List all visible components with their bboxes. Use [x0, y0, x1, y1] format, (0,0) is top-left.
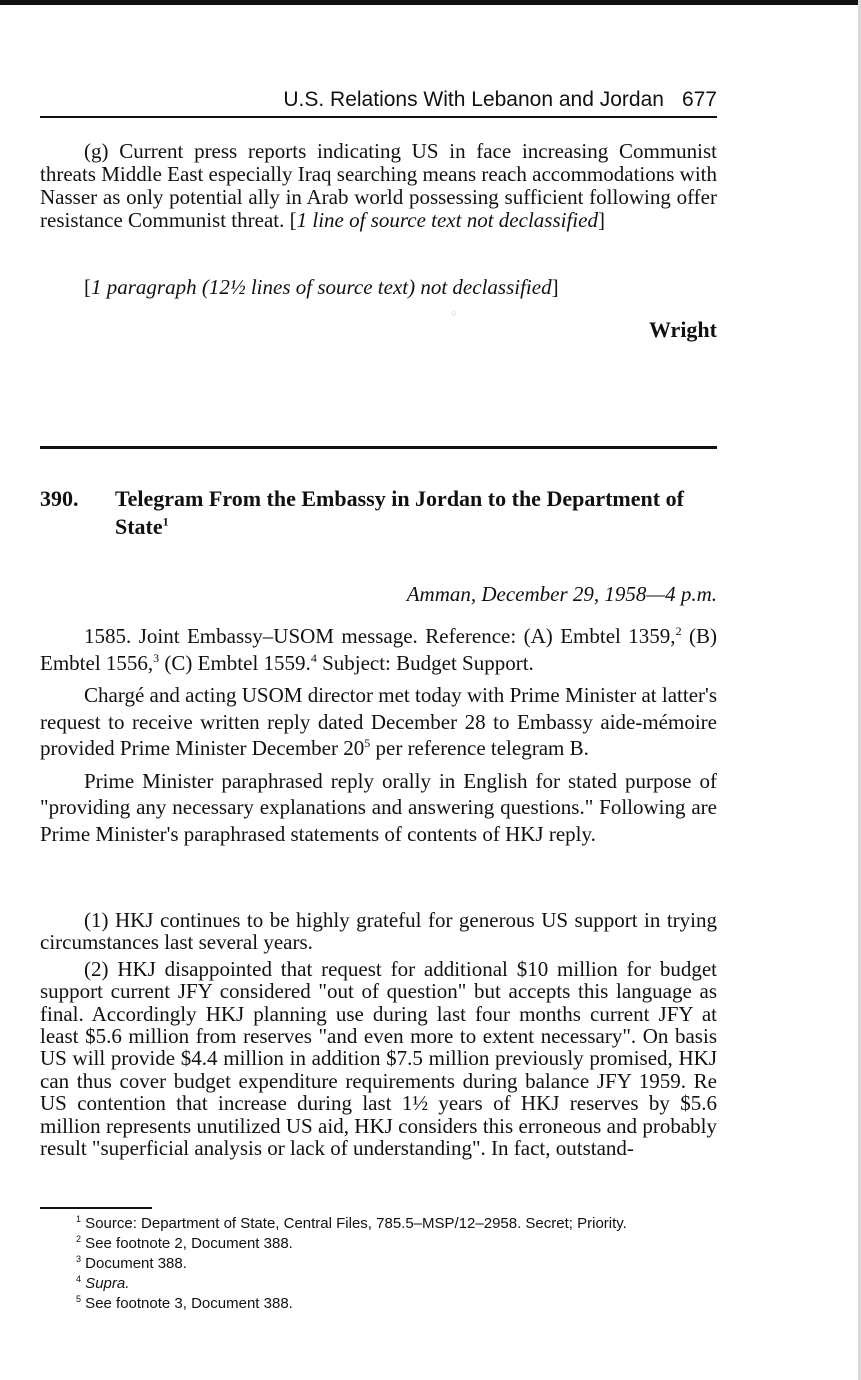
footnote-mark: 2: [76, 1234, 82, 1244]
scan-speck: ○: [451, 308, 457, 318]
page-top-edge: [0, 0, 861, 5]
running-title: U.S. Relations With Lebanon and Jordan: [283, 88, 664, 111]
paragraph-meeting: [40, 682, 717, 762]
numbered-statements: [40, 909, 717, 1159]
document-title: [115, 485, 717, 541]
paragraph-g: [40, 140, 717, 232]
bracket-close: ]: [551, 275, 559, 299]
footnote-3: [76, 1254, 736, 1274]
statement-1: (1) HKJ continues to be highly grateful for generous US support in trying circumstances last several years.: [40, 908, 717, 955]
section-divider: [40, 446, 717, 449]
footnote-ref: 4: [310, 650, 317, 665]
footnote-mark: 3: [76, 1254, 82, 1264]
header-rule: [40, 116, 717, 118]
bracket-open: [: [84, 275, 91, 299]
footnote-mark: 1: [76, 1214, 82, 1224]
footnote-text: Document 388.: [81, 1255, 187, 1272]
running-head: [40, 86, 717, 114]
footnote-5: [76, 1294, 736, 1314]
text-run: 1585. Joint Embassy–USOM message. Reference: (A) Embtel 1359,: [84, 624, 676, 648]
footnote-ref: 2: [675, 624, 682, 638]
omitted-paragraph-block: [40, 276, 717, 299]
footnote-mark: 5: [76, 1294, 82, 1304]
text-run: (B) Embtel 1556,: [40, 624, 717, 675]
footnote-ref: 5: [364, 736, 371, 750]
footnote-text: Supra.: [81, 1275, 130, 1292]
text-run: (C) Embtel 1559.: [159, 650, 311, 675]
statement-2: (2) HKJ disappointed that request for additional $10 million for budget support current JFY considered "out of question" but accepts this language as final. Accordingly HKJ planning use during last four months current JFY at least $5.6 million from reserves "and even more to extent necessary". On basis US will provide $4.4 million in addition $7.5 million previously promised, HKJ can thus cover budget expenditure requirements during balance JFY 1959. Re US contention that increase during last 1½ years of HKJ reserves by $5.6 million represents unutilized US aid, HKJ considers this erroneous and probably result "superficial analysis or lack of understanding". In fact, outstand-: [40, 956, 717, 1161]
omitted-paragraph-text: 1 paragraph (12½ lines of source text) not declassified: [91, 275, 552, 299]
text-run: per reference telegram B.: [370, 736, 589, 760]
footnote-text: See footnote 2, Document 388.: [81, 1235, 293, 1252]
dateline: Amman, December 29, 1958—4 p.m.: [406, 582, 717, 606]
footnote-text: Source: Department of State, Central Files, 785.5–MSP/12–2958. Secret; Priority.: [81, 1215, 627, 1232]
page-number: 677: [681, 88, 717, 111]
previous-document-tail: [40, 140, 717, 232]
footnote-ref: 3: [153, 650, 160, 665]
footnote-2: [76, 1234, 736, 1254]
footnotes: [76, 1214, 736, 1314]
not-declassified-note: 1 line of source text not declassified: [296, 208, 598, 232]
footnote-text: See footnote 3, Document 388.: [81, 1295, 293, 1312]
footnote-1: [76, 1214, 736, 1234]
document-number: 390.: [40, 486, 79, 511]
omitted-paragraph-note: [40, 276, 717, 299]
text-run: Subject: Budget Support.: [316, 650, 534, 675]
footnote-ref: 1: [162, 514, 169, 529]
paragraph-reference: [40, 623, 717, 676]
telegram-body: [40, 623, 717, 853]
bracket-close: ]: [597, 208, 605, 232]
footnote-4: [76, 1274, 736, 1294]
bracket-open: [: [289, 208, 297, 232]
footnote-mark: 4: [76, 1274, 82, 1284]
footnote-rule: [40, 1207, 152, 1209]
paragraph-paraphrase: Prime Minister paraphrased reply orally in English for stated purpose of "providing any necessary explanations and answering questions." Following are Prime Minister's paraphrased statements of contents of HKJ reply.: [40, 768, 717, 846]
paragraph-g-text: (g) Current press reports indicating US in face increasing Communist threats Middle East especially Iraq searching means reach accommodations with Nasser as only potential ally in Arab world possessing sufficient following offer resistance Communist threat.: [40, 139, 718, 232]
text-run: Chargé and acting USOM director met today with Prime Minister at latter's request to receive written reply dated December 28 to Embassy aide-mémoire provided Prime Minister December 20: [40, 683, 717, 760]
document-title-text: Telegram From the Embassy in Jordan to the Department of State: [115, 486, 684, 539]
signature: Wright: [648, 317, 717, 342]
